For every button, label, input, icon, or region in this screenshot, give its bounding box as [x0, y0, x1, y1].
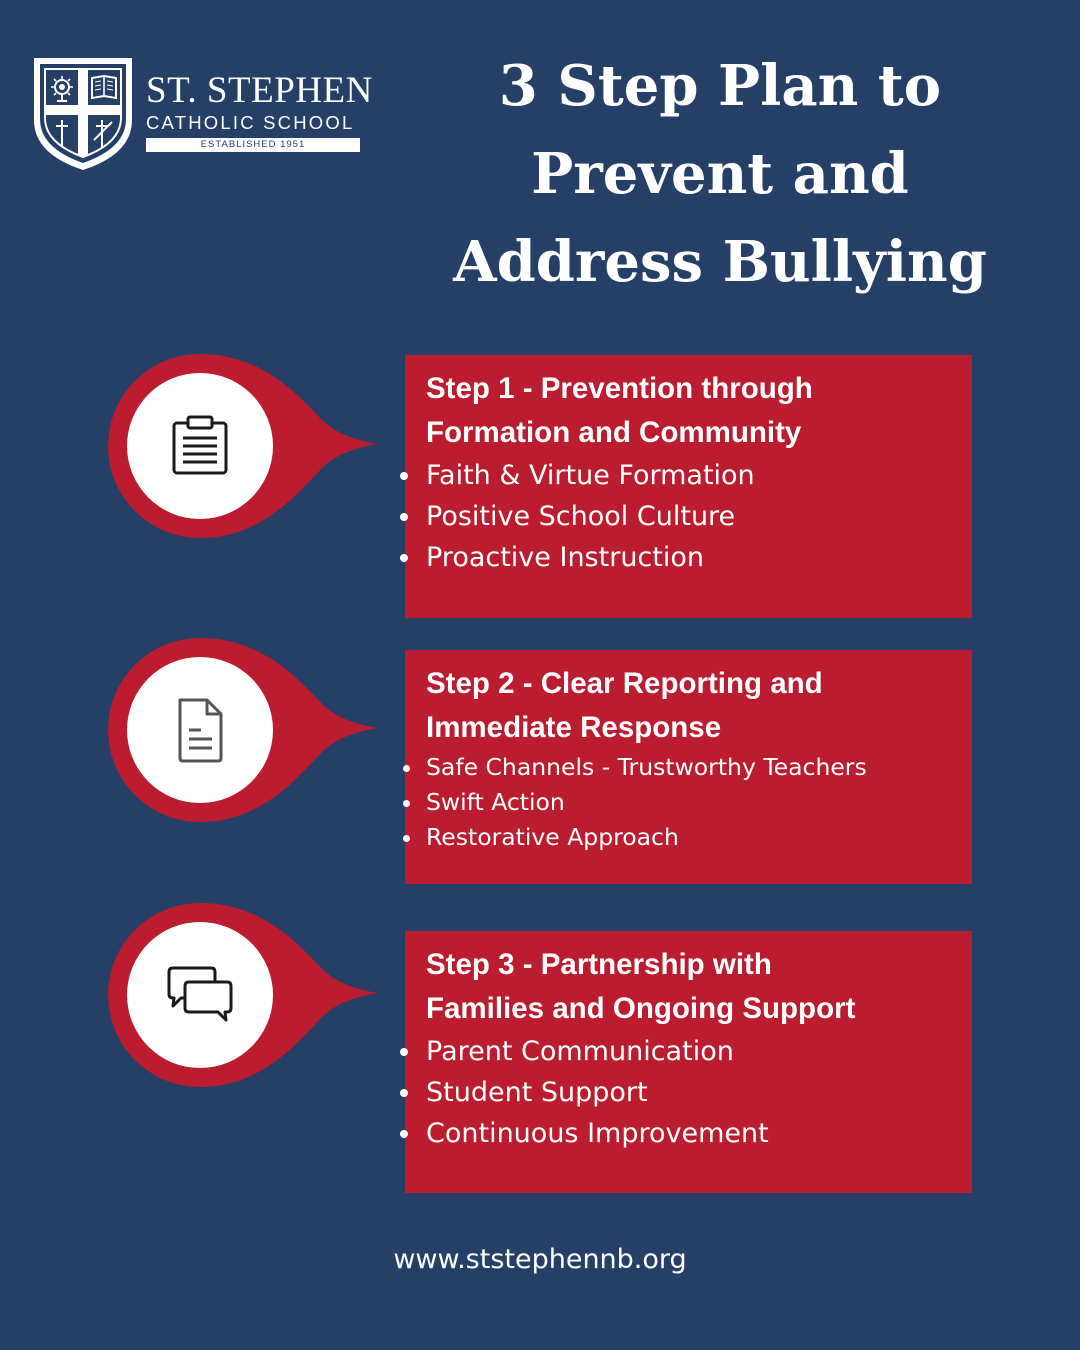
page-title [440, 42, 1000, 306]
list-item: Restorative Approach [426, 820, 956, 855]
step-2-title [426, 662, 956, 750]
title-line: Prevent and [531, 141, 909, 207]
step-marker-shape [108, 354, 380, 538]
title-line: 3 Step Plan to [498, 53, 942, 119]
list-item: Parent Communication [426, 1031, 956, 1072]
step-2-bullet-list [426, 750, 956, 855]
step-title-line: Families and Ongoing Support [426, 992, 856, 1025]
document-icon [165, 695, 235, 765]
step-1-card [405, 355, 972, 618]
step-3-marker [108, 903, 380, 1087]
list-item: Safe Channels - Trustworthy Teachers [426, 750, 956, 785]
step-1-title [426, 367, 956, 455]
list-item: Swift Action [426, 785, 956, 820]
step-3-title [426, 943, 956, 1031]
established-banner: ESTABLISHED 1951 [146, 138, 360, 152]
school-logo [30, 50, 373, 175]
step-title-line: Formation and Community [426, 416, 802, 449]
list-item: Proactive Instruction [426, 537, 956, 578]
school-subtitle: CATHOLIC SCHOOL [146, 112, 355, 133]
step-title-line: Step 1 - Prevention through [426, 372, 813, 405]
chat-bubbles-icon [165, 960, 235, 1030]
list-item: Faith & Virtue Formation [426, 455, 956, 496]
title-line: Address Bullying [453, 229, 987, 295]
step-2-card [405, 650, 972, 884]
website-link[interactable]: www.ststephennb.org [393, 1244, 687, 1275]
step-1-marker [108, 354, 380, 538]
step-title-line: Step 2 - Clear Reporting and [426, 667, 823, 700]
step-2-marker [108, 638, 380, 822]
step-1-bullet-list [426, 455, 956, 578]
list-item: Positive School Culture [426, 496, 956, 537]
step-marker-shape [108, 903, 380, 1087]
step-title-line: Step 3 - Partnership with [426, 948, 772, 981]
step-title-line: Immediate Response [426, 711, 722, 744]
list-item: Student Support [426, 1072, 956, 1113]
shield-crest-icon [30, 50, 136, 174]
clipboard-icon [165, 411, 235, 481]
step-marker-shape [108, 638, 380, 822]
school-name: ST. STEPHEN [146, 70, 373, 111]
step-3-bullet-list [426, 1031, 956, 1154]
list-item: Continuous Improvement [426, 1113, 956, 1154]
step-3-card [405, 931, 972, 1193]
